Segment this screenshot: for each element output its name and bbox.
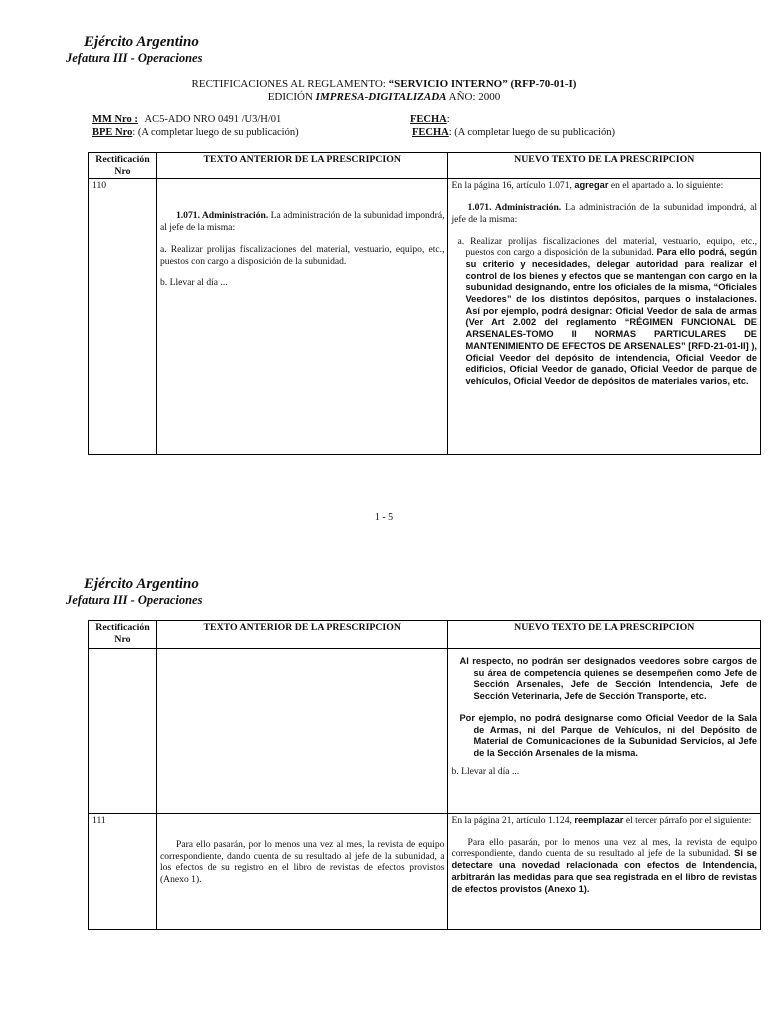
table-row	[89, 814, 761, 930]
org-dept: Jefatura III - Operaciones	[66, 51, 203, 65]
org-header	[0, 34, 768, 66]
rect-nro-cell: 110	[89, 179, 157, 455]
title-prefix: RECTIFICACIONES AL REGLAMENTO:	[191, 78, 386, 90]
page-number: 1 - 5	[374, 512, 394, 523]
old-text-cell	[156, 179, 448, 455]
mm-label: MM Nro :	[92, 114, 138, 125]
new-intro: En la página 21, artículo 1.124,	[451, 815, 572, 826]
old-item-b: b. Llevar al día ...	[159, 277, 228, 289]
edition-year: AÑO: 2000	[448, 91, 501, 103]
old-article-intro: La administración de la subunidad impondrá, al jefe de la misma:	[159, 210, 445, 234]
old-article-heading: 1.071. Administración.	[175, 210, 269, 222]
bpe-label: BPE Nro	[92, 127, 133, 138]
old-paragraph: Para ello pasarán, por lo menos una vez al mes, la revista de equipo correspondiente, dando cuenta de su resultado al jefe de la subunidad, a los efectos de su registro en el libro de revistas de efectos provistos (Anexo 1).	[159, 839, 445, 886]
new-article-intro: La administración de la subunidad impondrá, al jefe de la misma:	[451, 202, 758, 225]
new-intro-rest: en el apartado a. lo siguiente:	[610, 180, 724, 192]
header-rect-nro: Rectificación Nro	[89, 621, 157, 649]
new-action: reemplazar	[574, 815, 624, 825]
table-row	[89, 649, 761, 814]
fecha-value: :	[446, 114, 450, 125]
edition-name: IMPRESA-DIGITALIZADA	[315, 91, 447, 103]
new-article-heading: 1.071. Administración.	[467, 202, 562, 214]
old-item-a: a. Realizar prolijas fiscalizaciones del material, vestuario, equipo, etc., puestos con cargo a disposición de la subunidad.	[159, 243, 445, 267]
new-item-b: b. Llevar al día ...	[451, 765, 520, 777]
header-new-text: NUEVO TEXTO DE LA PRESCRIPCION	[448, 153, 761, 179]
regulation-title: “SERVICIO INTERNO” (RFP-70-01-I)	[388, 78, 577, 90]
table-header-row	[89, 153, 761, 179]
mm-value: AC5-ADO NRO 0491 /U3/H/01	[144, 114, 282, 125]
fecha-label: FECHA	[412, 127, 449, 138]
new-text-cell	[448, 649, 761, 814]
new-item-a-addition: Para ello podrá, según su criterio y necesidades, delegar autoridad para realizar el control de los bienes y efectos que se mantengan con cargo en la subunidad designando, entre los oficiales de la misma, “Oficiales Veedores” de los distintos depósitos, parques o instalaciones. Así por ejemplo, podrá designar: Oficial Veedor de sala de armas (Ver Art 2.002 del reglamento “RÉGIMEN FUNCIONAL DE ARSENALES-TOMO II NORMAS PARTICULARES DE MANTENIMIENTO DE EFECTOS DE ARSENALES” [RFD-21-01-II] ), Oficial Veedor del depósito de intendencia, Oficial Veedor de edificios, Oficial Veedor de ganado, Oficial Veedor de parque de vehículos, Oficial Veedor de depósitos de materiales varios, etc.	[465, 247, 757, 386]
new-intro: En la página 16, artículo 1.071,	[451, 180, 572, 192]
bpe-line	[92, 126, 299, 139]
header-old-text: TEXTO ANTERIOR DE LA PRESCRIPCION	[156, 621, 448, 649]
new-intro-rest: el tercer párrafo por el siguiente:	[625, 815, 752, 826]
org-name: Ejército Argentino	[84, 34, 199, 50]
bpe-value: : (A completar luego de su publicación)	[132, 127, 299, 138]
fecha-value: : (A completar luego de su publicación)	[448, 127, 615, 138]
header-rect-nro: Rectificación Nro	[89, 153, 157, 179]
org-dept: Jefatura III - Operaciones	[66, 593, 203, 607]
org-name: Ejército Argentino	[84, 576, 199, 592]
header-old-text: TEXTO ANTERIOR DE LA PRESCRIPCION	[156, 153, 448, 179]
fecha-label: FECHA	[410, 114, 447, 125]
new-text-cell	[448, 179, 761, 455]
new-paragraph-restriction: Al respecto, no podrán ser designados veedores sobre cargos de su área de competencia quienes se desempeñen como Jefe de Sección Arsenales, Jefe de Sección Intendencia, Jefe de Sección Veterinaria, Jefe de Sección Transporte, etc.	[459, 656, 757, 702]
mm-line	[92, 113, 281, 126]
edition-prefix: EDICIÓN	[267, 91, 313, 103]
header-new-text: NUEVO TEXTO DE LA PRESCRIPCION	[448, 621, 761, 649]
new-paragraph-example: Por ejemplo, no podrá designarse como Oficial Veedor de la Sala de Armas, ni del Parque de Vehículos, ni del Depósito de Material de Comunicaciones de la Subunidad Servicios, al Jefe de la Sección Arsenales de la misma.	[459, 712, 757, 758]
table-row	[89, 179, 761, 455]
rect-nro-cell: 111	[89, 814, 157, 930]
old-text-cell	[156, 649, 448, 814]
new-paragraph: Para ello pasarán, por lo menos una vez al mes, la revista de equipo correspondiente, dando cuenta de su resultado al jefe de la subunidad.	[451, 836, 757, 860]
table-header-row	[89, 621, 761, 649]
rect-nro-cell	[89, 649, 157, 814]
new-action: agregar	[574, 180, 609, 191]
fecha-line-2	[412, 126, 615, 139]
new-paragraph-addition: Si se detectare una novedad relacionada con efectos de Intendencia, arbitrarán las medidas para que sea registrada en el libro de revistas de efectos provistos (Anexo 1).	[451, 848, 757, 894]
new-item-a: a. Realizar prolijas fiscalizaciones del material, vestuario, equipo, etc., puestos con cargo a disposición de la subunidad.	[457, 235, 757, 259]
old-text-cell	[156, 814, 448, 930]
org-header-2	[0, 576, 768, 608]
document-title	[0, 78, 768, 91]
rectification-table-1	[88, 152, 761, 455]
fecha-line-1	[410, 113, 450, 126]
rectification-table-2	[88, 620, 761, 930]
edition-line	[0, 91, 768, 104]
new-text-cell	[448, 814, 761, 930]
